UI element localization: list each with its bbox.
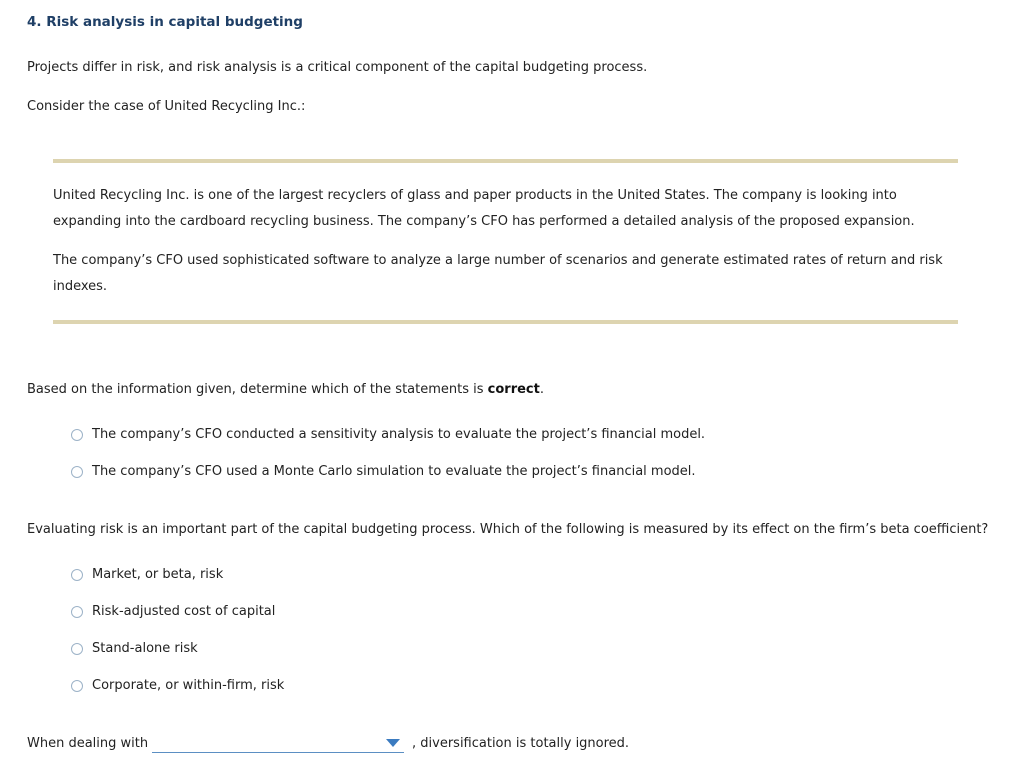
q1-option-sensitivity[interactable] <box>71 427 705 442</box>
dropdown-arrow-icon[interactable] <box>386 739 400 747</box>
radio-button[interactable] <box>71 569 83 581</box>
case-p2-line2: indexes. <box>53 279 108 294</box>
consider-text: Consider the case of United Recycling Inc.: <box>27 99 306 114</box>
radio-button[interactable] <box>71 643 83 655</box>
q1-prompt-text: Based on the information given, determine which of the statements is <box>27 382 488 397</box>
case-top-divider <box>53 159 958 163</box>
q1-prompt-end: . <box>539 382 544 397</box>
q2-option-label: Risk-adjusted cost of capital <box>92 604 276 619</box>
q1-option-monte-carlo[interactable] <box>71 464 696 479</box>
question-title: 4. Risk analysis in capital budgeting <box>27 14 303 30</box>
case-p1-line1: United Recycling Inc. is one of the largest recyclers of glass and paper products in the United States. The company is looking into <box>53 188 897 203</box>
intro-text: Projects differ in risk, and risk analysis is a critical component of the capital budgeting process. <box>27 60 648 75</box>
case-p1-line2: expanding into the cardboard recycling business. The company’s CFO has performed a detailed analysis of the proposed expansion. <box>53 214 915 229</box>
q2-option-corporate-risk[interactable] <box>71 678 284 693</box>
q2-option-label: Corporate, or within-firm, risk <box>92 678 285 693</box>
q2-option-risk-adjusted-cost[interactable] <box>71 604 275 619</box>
q2-option-stand-alone-risk[interactable] <box>71 641 198 656</box>
radio-button[interactable] <box>71 429 83 441</box>
case-bottom-divider <box>53 320 958 324</box>
q1-prompt-emphasis: correct <box>487 382 540 397</box>
q3-text-after: , diversification is totally ignored. <box>412 736 630 751</box>
q2-prompt: Evaluating risk is an important part of the capital budgeting process. Which of the following is measured by its effect on the firm’s beta coefficient? <box>27 522 989 537</box>
case-p2-line1: The company’s CFO used sophisticated software to analyze a large number of scenarios and generate estimated rates of return and risk <box>53 253 943 268</box>
q2-option-label: Stand-alone risk <box>92 641 198 656</box>
q2-option-label: Market, or beta, risk <box>92 567 224 582</box>
q3-text-before: When dealing with <box>27 736 149 751</box>
q1-option-label: The company’s CFO used a Monte Carlo simulation to evaluate the project’s financial model. <box>92 464 696 479</box>
case-paragraph-2 <box>53 248 958 300</box>
case-paragraph-1 <box>53 183 958 235</box>
q3-dropdown[interactable] <box>152 734 404 753</box>
q1-option-label: The company’s CFO conducted a sensitivity analysis to evaluate the project’s financial model. <box>92 427 706 442</box>
radio-button[interactable] <box>71 466 83 478</box>
q1-prompt <box>27 382 544 397</box>
radio-button[interactable] <box>71 606 83 618</box>
q2-option-market-risk[interactable] <box>71 567 223 582</box>
radio-button[interactable] <box>71 680 83 692</box>
